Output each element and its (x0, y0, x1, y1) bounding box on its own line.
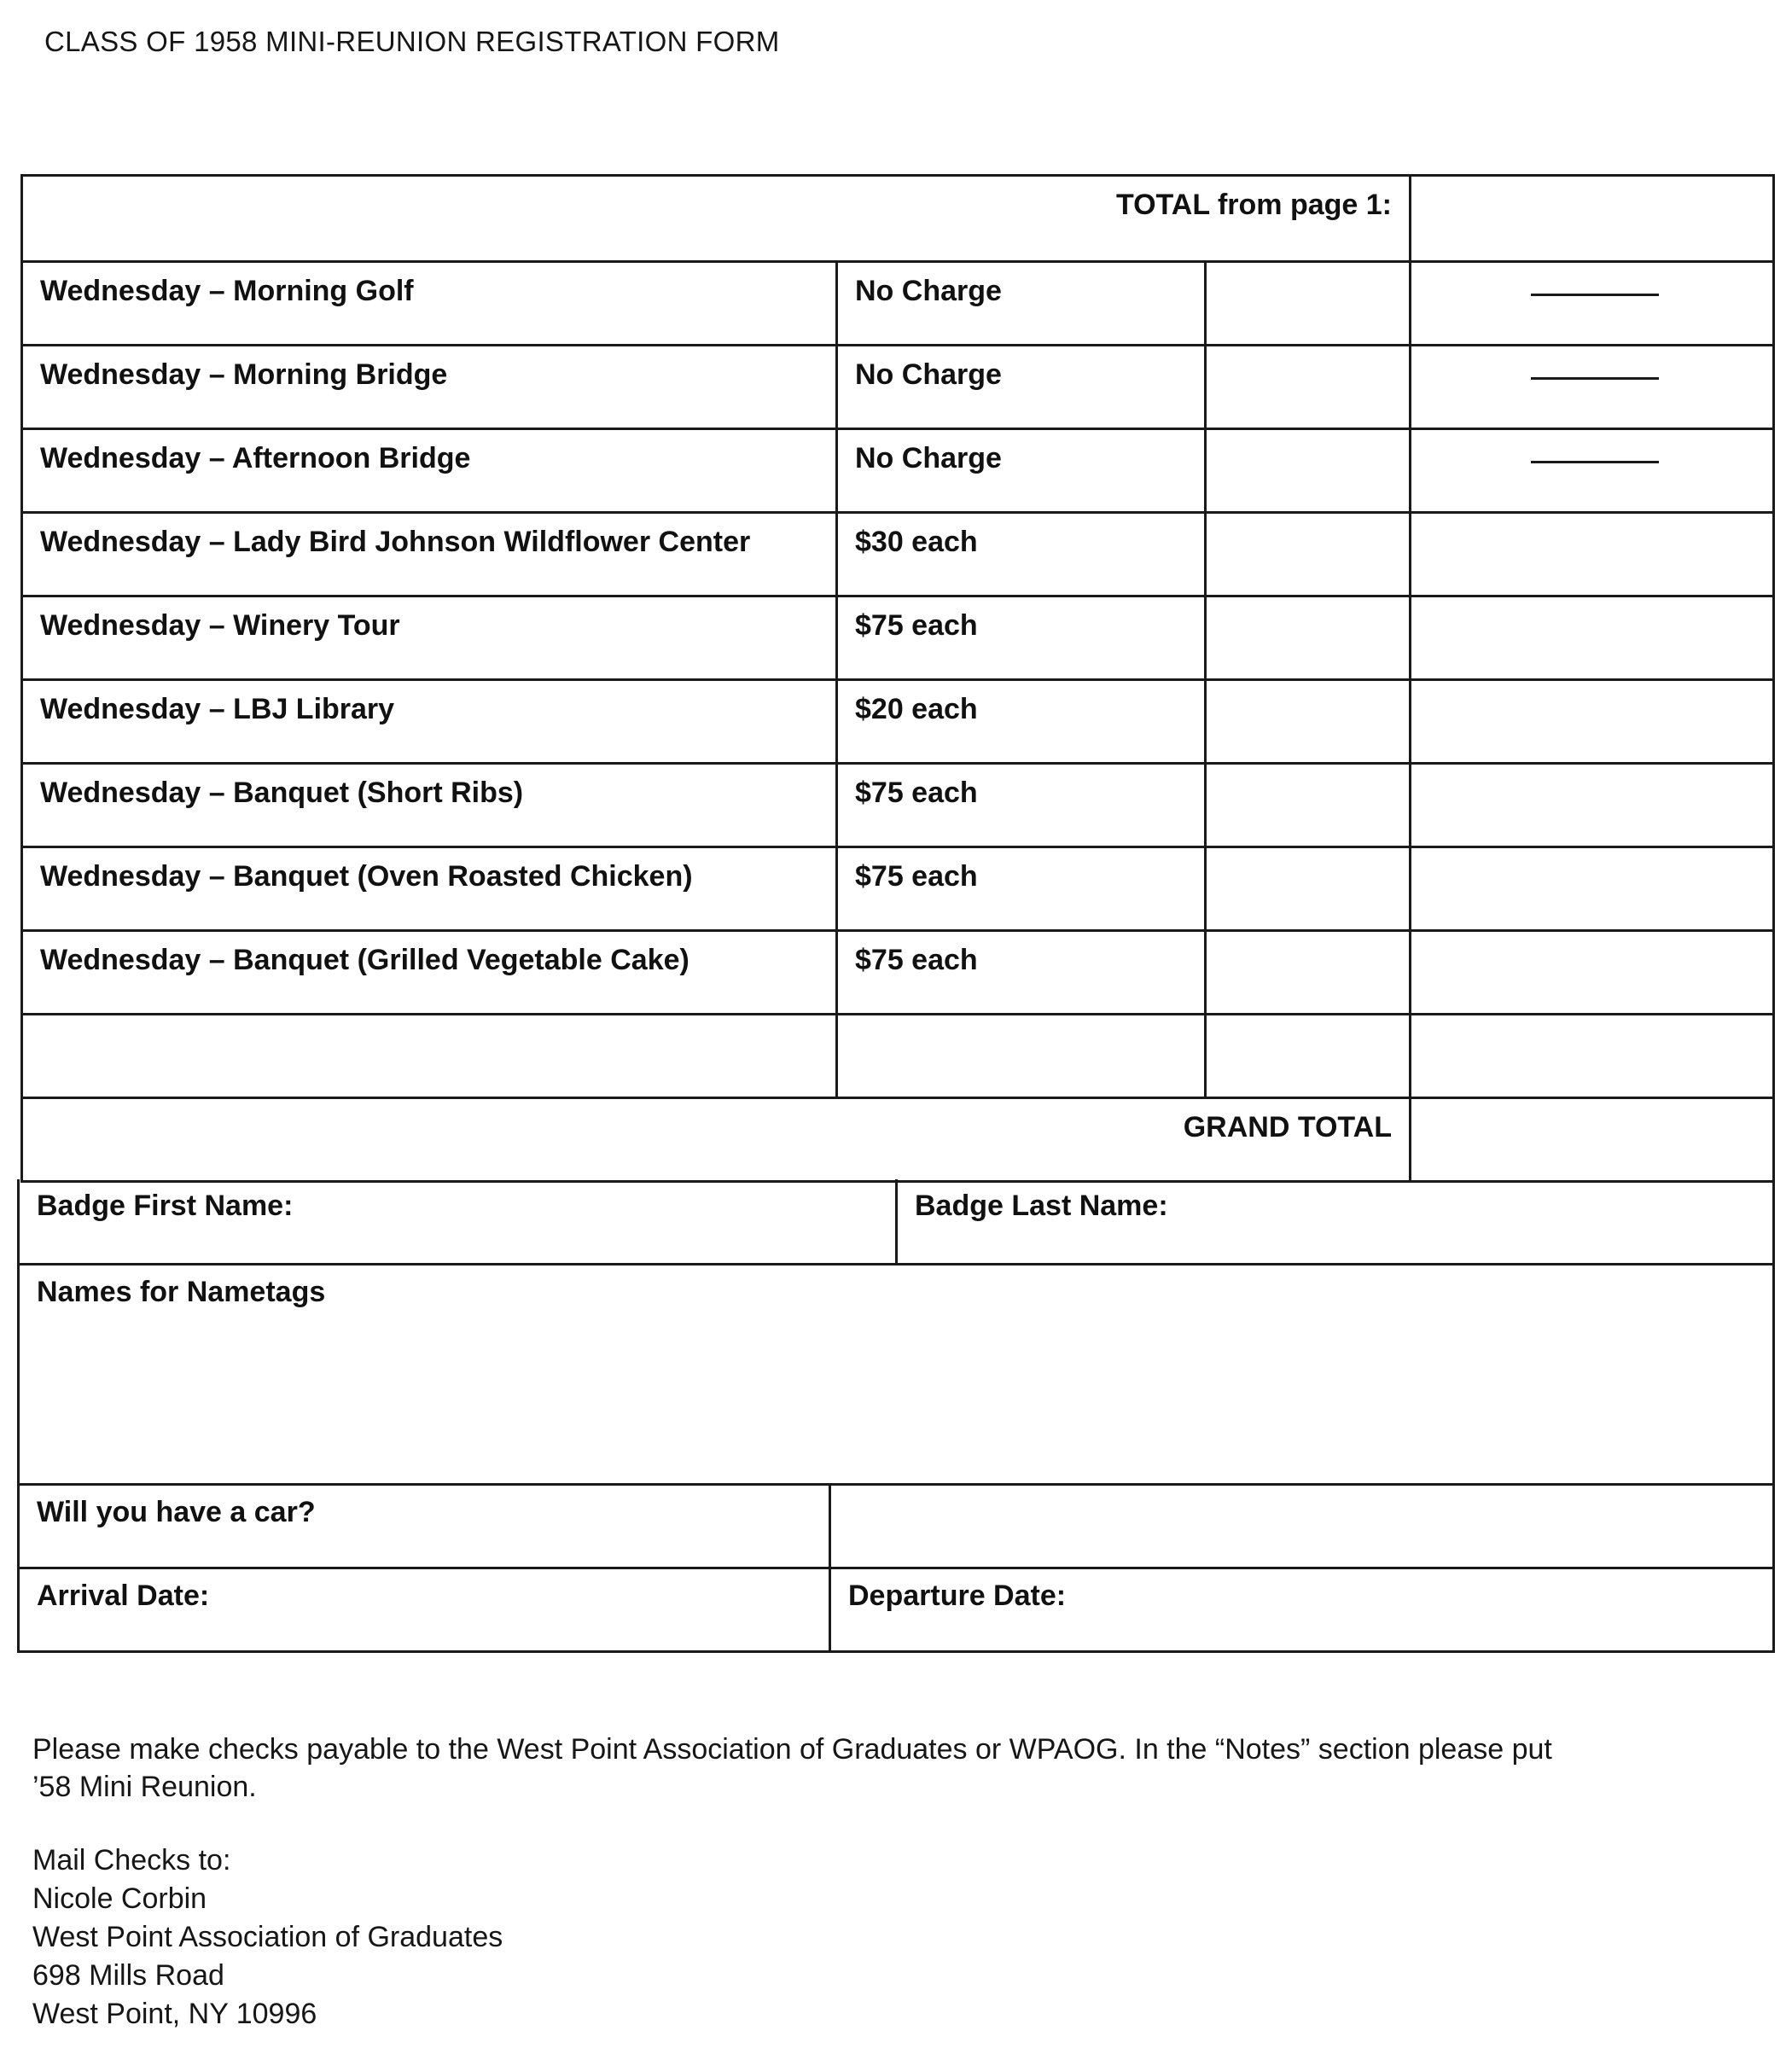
table-row (23, 678, 1772, 762)
mail-street: 698 Mills Road (32, 1959, 224, 1992)
event-price: $75 each (835, 597, 1204, 678)
grand-total-row (23, 1097, 1772, 1180)
departure-date-label: Departure Date: (848, 1580, 1067, 1612)
total-from-page1-row (23, 177, 1772, 260)
blank-line (1531, 461, 1659, 463)
amount-field[interactable] (1409, 848, 1772, 929)
quantity-field[interactable] (1204, 346, 1409, 428)
badge-first-name-field[interactable] (20, 1179, 895, 1263)
empty-event-cell[interactable] (23, 1015, 835, 1097)
quantity-field[interactable] (1204, 932, 1409, 1013)
event-price: No Charge (835, 263, 1204, 344)
table-row (23, 595, 1772, 678)
total-from-page1-field[interactable] (1409, 177, 1772, 260)
empty-price-cell[interactable] (835, 1015, 1204, 1097)
nametags-field[interactable] (20, 1265, 1772, 1483)
amount-field[interactable] (1409, 765, 1772, 846)
quantity-field[interactable] (1204, 514, 1409, 595)
badge-first-name-label: Badge First Name: (37, 1190, 294, 1222)
event-price: $75 each (835, 765, 1204, 846)
grand-total-field[interactable] (1409, 1099, 1772, 1180)
car-label: Will you have a car? (37, 1496, 316, 1528)
payment-note (32, 1731, 1773, 1806)
event-name: Wednesday – Morning Golf (40, 275, 414, 307)
table-row (23, 344, 1772, 428)
table-row (23, 260, 1772, 344)
arrival-date-label: Arrival Date: (37, 1580, 210, 1612)
grand-total-label: GRAND TOTAL (1183, 1111, 1392, 1143)
event-name: Wednesday – Winery Tour (40, 609, 400, 642)
amount-field[interactable] (1409, 1015, 1772, 1097)
event-name: Wednesday – Banquet (Grilled Vegetable Cake) (40, 944, 689, 976)
quantity-field[interactable] (1204, 430, 1409, 511)
empty-row (23, 1013, 1772, 1097)
amount-field[interactable] (1409, 263, 1772, 344)
event-name: Wednesday – Banquet (Oven Roasted Chicken) (40, 860, 693, 893)
event-price: No Charge (835, 430, 1204, 511)
dates-row (20, 1567, 1772, 1650)
event-price: $75 each (835, 932, 1204, 1013)
page-title: CLASS OF 1958 MINI-REUNION REGISTRATION FORM (44, 26, 780, 57)
quantity-field[interactable] (1204, 263, 1409, 344)
blank-line (1531, 377, 1659, 380)
payment-note-line: Please make checks payable to the West Point Association of Graduates or WPAOG. In the “Notes” section please put (32, 1733, 1552, 1766)
event-name: Wednesday – Morning Bridge (40, 358, 448, 391)
mail-recipient: Nicole Corbin (32, 1882, 207, 1915)
car-row (20, 1483, 1772, 1567)
amount-field[interactable] (1409, 346, 1772, 428)
event-name: Wednesday – Lady Bird Johnson Wildflower Center (40, 526, 751, 558)
event-name: Wednesday – Afternoon Bridge (40, 442, 471, 474)
mailing-address (32, 1841, 503, 2033)
registration-table (20, 174, 1775, 1183)
total-from-page1-label: TOTAL from page 1: (1115, 189, 1392, 221)
amount-field[interactable] (1409, 597, 1772, 678)
table-row (23, 511, 1772, 595)
table-row (23, 762, 1772, 846)
event-price: No Charge (835, 346, 1204, 428)
departure-date-field[interactable] (829, 1569, 1772, 1650)
event-name: Wednesday – LBJ Library (40, 693, 395, 725)
quantity-field[interactable] (1204, 681, 1409, 762)
table-row (23, 428, 1772, 511)
event-price: $20 each (835, 681, 1204, 762)
amount-field[interactable] (1409, 681, 1772, 762)
table-row (23, 929, 1772, 1013)
mail-organization: West Point Association of Graduates (32, 1921, 503, 1953)
badge-last-name-label: Badge Last Name: (915, 1190, 1168, 1222)
quantity-field[interactable] (1204, 597, 1409, 678)
arrival-date-field[interactable] (20, 1569, 829, 1650)
mail-city: West Point, NY 10996 (32, 1998, 317, 2030)
event-name: Wednesday – Banquet (Short Ribs) (40, 777, 524, 809)
attendee-info-section (17, 1179, 1775, 1653)
nametags-row (20, 1263, 1772, 1483)
badge-last-name-field[interactable] (895, 1179, 1772, 1263)
quantity-field[interactable] (1204, 765, 1409, 846)
quantity-field[interactable] (1204, 1015, 1409, 1097)
blank-line (1531, 294, 1659, 296)
event-price: $30 each (835, 514, 1204, 595)
payment-note-line: ’58 Mini Reunion. (32, 1771, 257, 1803)
car-answer-field[interactable] (829, 1486, 1772, 1567)
amount-field[interactable] (1409, 514, 1772, 595)
quantity-field[interactable] (1204, 848, 1409, 929)
amount-field[interactable] (1409, 932, 1772, 1013)
nametags-label: Names for Nametags (37, 1276, 326, 1308)
event-price: $75 each (835, 848, 1204, 929)
amount-field[interactable] (1409, 430, 1772, 511)
mail-heading: Mail Checks to: (32, 1844, 231, 1876)
badge-name-row (20, 1179, 1772, 1263)
table-row (23, 846, 1772, 929)
car-question (20, 1486, 829, 1567)
